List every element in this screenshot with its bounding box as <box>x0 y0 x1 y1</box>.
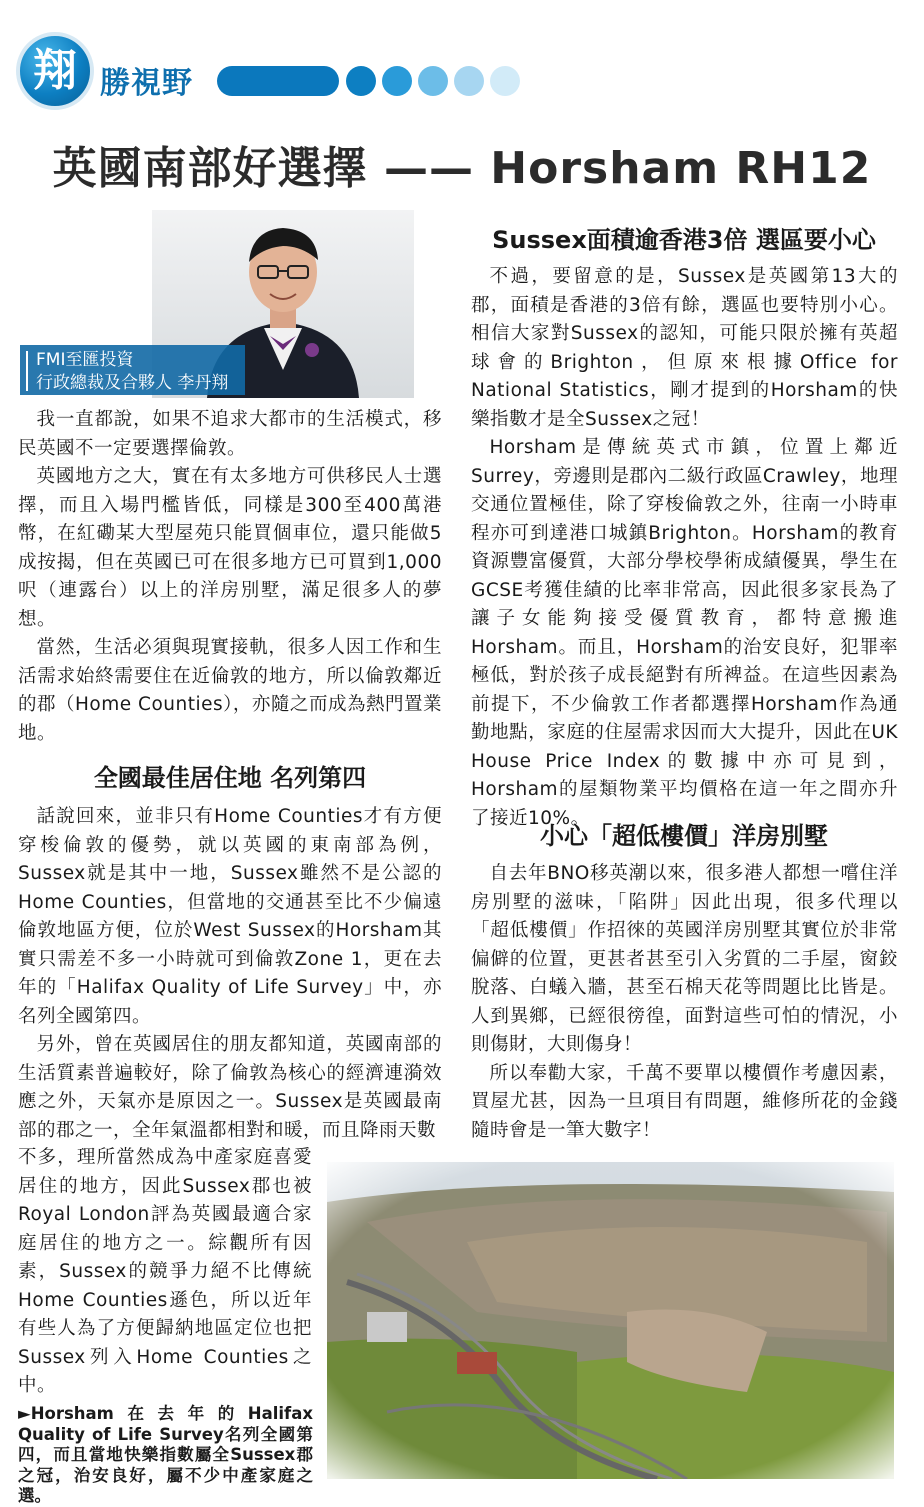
paragraph: 不多，理所當然成為中產家庭喜愛居住的地方，因此Sussex郡也被Royal London評為英國最適合家庭居住的地方之一。綜觀所有因素，Sussex的競爭力絕不比傳統Home Counties遜色，所以近年有些人為了方便歸納地區定位也把Sussex列入Home Counties之中。 <box>18 1147 312 1396</box>
caption-bar <box>26 351 28 391</box>
paragraph: 自去年BNO移英潮以來，很多港人都想一嚐住洋房別墅的滋味，「陷阱」因此出現，很多代理以「超低樓價」作招徠的英國洋房別墅其實位於非常偏僻的位置，更甚者甚至引入劣質的二手屋，窗鉸脫落、白蟻入牆，甚至石棉天花等問題比比皆是。人到異鄉，已經很徬徨，面對這些可怕的情況，小則傷財，大則傷身！ <box>471 863 898 1055</box>
subhead-low-price: 小心「超低樓價」洋房別墅 <box>540 822 828 850</box>
left-column-intro <box>18 406 442 748</box>
aerial-illustration <box>327 1162 894 1479</box>
section-header <box>14 30 914 120</box>
header-dot <box>490 66 520 96</box>
section-logo: 翔 <box>16 32 94 110</box>
header-dot <box>346 66 376 96</box>
paragraph: 我一直都說，如果不追求大都市的生活模式，移民英國不一定要選擇倫敦。 <box>18 409 442 459</box>
paragraph: 話說回來，並非只有Home Counties才有方便穿梭倫敦的優勢，就以英國的東南部為例，Sussex就是其中一地，Sussex雖然不是公認的Home Counties，但當地的交通甚至比不少偏遠倫敦地區方便，位於West Sussex的Horsham其實只需差不多一小時就可到倫敦Zone 1，更在去年的「Halifax Quality of Life Survey」中，亦名列全國第四。 <box>18 806 442 1027</box>
author-role: 行政總裁及合夥人 李丹翔 <box>36 373 229 393</box>
author-caption <box>20 345 245 395</box>
header-dot <box>382 66 412 96</box>
paragraph: 另外，曾在英國居住的朋友都知道，英國南部的生活質素普遍較好，除了倫敦為核心的經濟連漪效應之外，天氣亦是原因之一。Sussex是英國最南部的郡之一，全年氣溫都相對和暖，而且降雨天數 <box>18 1034 442 1141</box>
section-name: 勝視野 <box>100 66 193 101</box>
header-dot <box>418 66 448 96</box>
photo-caption: ►Horsham在去年的Halifax Quality of Life Survey名列全國第四，而且當地快樂指數屬全Sussex郡之冠，治安良好，屬不少中產家庭之選。 <box>18 1404 313 1505</box>
header-pill-decoration <box>217 66 339 96</box>
right-column-bottom <box>471 860 898 1145</box>
paragraph: 不過，要留意的是，Sussex是英國第13大的郡，面積是香港的3倍有餘，選區也要特別小心。相信大家對Sussex的認知，可能只限於擁有英超球會的Brighton，但原來根據Office for National Statistics，剛才提到的Horsham的快樂指數才是全Sussex之冠！ <box>471 266 898 430</box>
paragraph: 所以奉勸大家，千萬不要單以樓價作考慮因素，買屋尤甚，因為一旦項目有問題，維修所花的金錢隨時會是一筆大數字！ <box>471 1062 898 1141</box>
paragraph: 英國地方之大，實在有太多地方可供移民人士選擇，而且入場門檻皆低，同樣是300至400萬港幣，在紅磡某大型屋苑只能買個車位，還只能做5成按揭，但在英國已可在很多地方已可買到1,000呎（連露台）以上的洋房別墅，滿足很多人的夢想。 <box>18 466 442 630</box>
paragraph: 當然，生活必須與現實接軌，很多人因工作和生活需求始終需要住在近倫敦的地方，所以倫敦鄰近的郡（Home Counties），亦隨之而成為熱門置業地。 <box>18 637 442 744</box>
subhead-best-place: 全國最佳居住地 名列第四 <box>93 764 367 792</box>
left-column-body <box>18 803 442 1145</box>
header-dot <box>454 66 484 96</box>
horsham-aerial-photo <box>327 1162 894 1479</box>
article-title: 英國南部好選擇 —— Horsham RH12 <box>52 143 872 194</box>
subhead-sussex-area: Sussex面積逾香港3倍 選區要小心 <box>492 226 876 254</box>
author-company: FMI至匯投資 <box>36 350 134 370</box>
paragraph: Horsham是傳統英式市鎮，位置上鄰近Surrey，旁邊則是郡內二級行政區Crawley，地理交通位置極佳，除了穿梭倫敦之外，往南一小時車程亦可到達港口城鎮Brighton。Horsham的教育資源豐富優質，大部分學校學術成績優異，學生在GCSE考獲佳績的比率非常高，因此很多家長為了讓子女能夠接受優質教育，都特意搬進Horsham。而且，Horsham的治安良好，犯罪率極低，對於孩子成長絕對有所裨益。在這些因素為前提下，不少倫敦工作者都選擇Horsham作為通勤地點，家庭的住屋需求因而大大提升，因此在UK House Price Index的數據中亦可見到，Horsham的屋類物業平均價格在這一年之間亦升了接近10%。 <box>471 437 898 829</box>
right-column-top <box>471 263 898 833</box>
left-column-narrow <box>18 1144 312 1401</box>
